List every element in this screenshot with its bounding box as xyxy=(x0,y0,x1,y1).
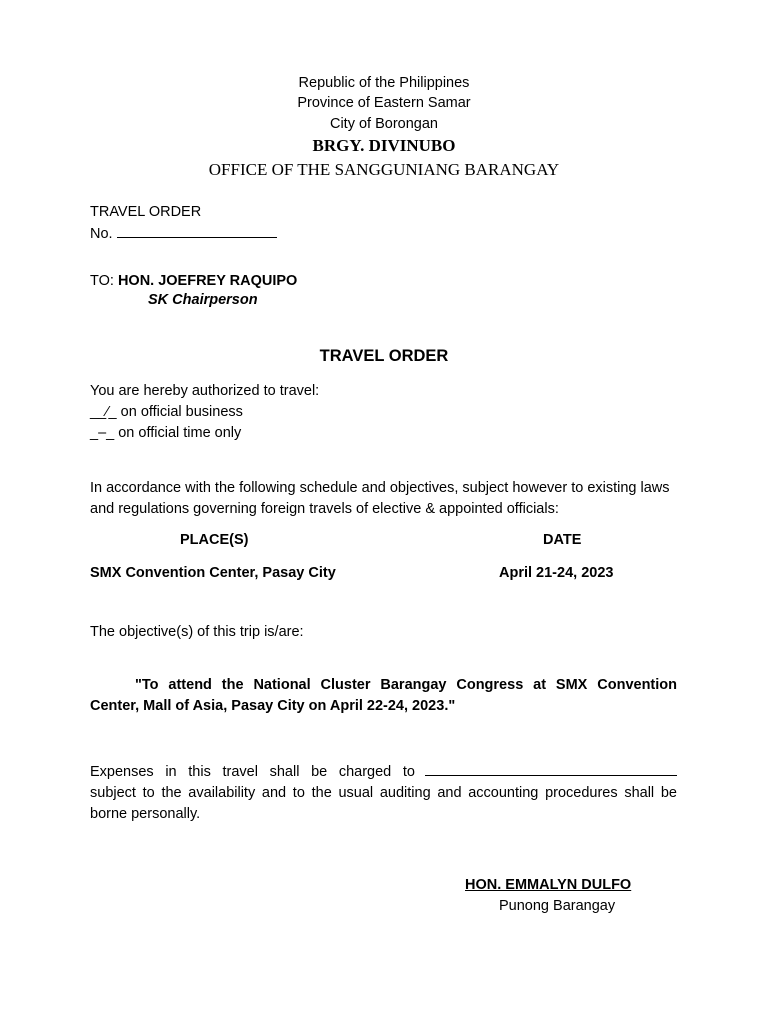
date-header: DATE xyxy=(543,532,582,548)
signatory-position: Punong Barangay xyxy=(499,898,616,914)
objective-statement: "To attend the National Cluster Barangay Congress at SMX Convention Center, Mall of Asia, Pasay City on April 22-24, 2023." xyxy=(90,677,677,714)
objective-intro: The objective(s) of this trip is/are: xyxy=(90,624,304,640)
expenses-rest: subject to the availability and to the usual auditing and accounting procedures shall be borne personally. xyxy=(90,785,677,822)
order-number xyxy=(90,225,277,242)
authorization-option-business xyxy=(90,404,243,420)
document-title: TRAVEL ORDER xyxy=(319,347,449,365)
authorization-option-time xyxy=(90,425,241,441)
authorization-intro: You are hereby authorized to travel: xyxy=(90,383,320,399)
checkmark-business: __⁄_ xyxy=(90,404,117,420)
header-barangay: BRGY. DIVINUBO xyxy=(312,136,456,155)
option-time-label: on official time only xyxy=(118,425,242,441)
header-province: Province of Eastern Samar xyxy=(297,95,471,111)
signatory-name: HON. EMMALYN DULFO xyxy=(465,877,632,893)
accordance-paragraph: In accordance with the following schedule and objectives, subject however to existing laws and regulations governing foreign travels of elective & appointed officials: xyxy=(90,480,670,517)
checkmark-time: _–_ xyxy=(90,425,115,441)
place-value: SMX Convention Center, Pasay City xyxy=(90,565,336,581)
header-office: OFFICE OF THE SANGGUNIANG BARANGAY xyxy=(208,160,560,179)
option-business-label: on official business xyxy=(120,404,243,420)
addressee-name: HON. JOEFREY RAQUIPO xyxy=(117,273,298,289)
expenses-paragraph xyxy=(90,762,677,825)
expenses-blank xyxy=(425,763,677,776)
expenses-lead: Expenses in this travel shall be charged to xyxy=(90,764,415,780)
order-label: TRAVEL ORDER xyxy=(90,204,202,220)
addressee xyxy=(90,273,297,289)
header-republic: Republic of the Philippines xyxy=(298,75,470,91)
to-label: TO: xyxy=(90,273,114,289)
order-number-label: No. xyxy=(90,226,113,242)
expenses-first-line xyxy=(90,762,677,783)
header-city: City of Borongan xyxy=(329,116,438,132)
date-value: April 21-24, 2023 xyxy=(499,565,614,581)
addressee-position: SK Chairperson xyxy=(148,292,258,308)
place-header: PLACE(S) xyxy=(180,532,249,548)
order-number-blank xyxy=(117,225,277,238)
